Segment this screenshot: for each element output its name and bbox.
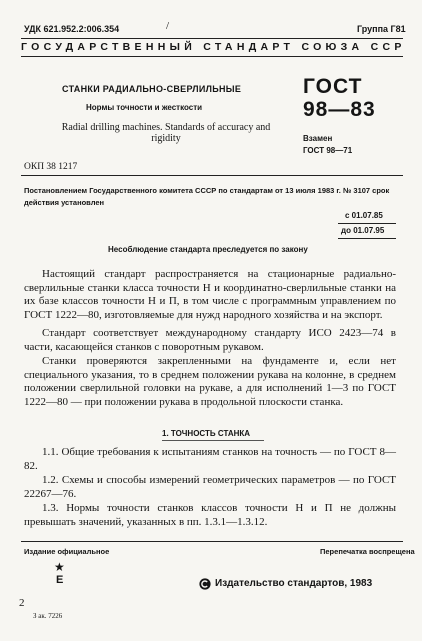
validity-rule-bottom — [338, 238, 396, 239]
official-edition-label: Издание официальное — [24, 547, 110, 556]
section-item: 1.3. Нормы точности станков классов точности Н и П не должны превышать значений, указанных в пп. 1.3.1—1.3.12. — [24, 502, 396, 528]
udk-code: УДК 621.952.2:006.354 — [24, 24, 120, 34]
intro-paragraph: Станки проверяются закрепленными на фундаменте и, если нет специального указания, то в среднем положении рукава на колонне, в среднем положении сверлильной головки на рукаве, а для исполнений 1—3 по ГОСТ 1222—80 — при положении рукава в продольной плоскости станка. — [24, 355, 396, 409]
document-title-en: Radial drilling machines. Standards of accuracy and rigidity — [61, 122, 271, 144]
reprint-prohibited-label: Перепечатка воспрещена — [320, 547, 415, 556]
okp-rule — [21, 175, 403, 176]
decree-text: Постановлением Государственного комитета СССР по стандартам от 13 июля 1983 г. № 3107 срок действия установлен — [24, 186, 390, 207]
gost-number: 98—83 — [303, 98, 376, 121]
header-rule-bottom — [21, 56, 403, 57]
validity-rule — [338, 223, 396, 224]
section-heading: 1. ТОЧНОСТЬ СТАНКА — [162, 429, 251, 438]
replaces-value: ГОСТ 98—71 — [303, 146, 353, 155]
section-heading-underline — [162, 440, 264, 441]
state-standard-banner: ГОСУДАРСТВЕННЫЙ СТАНДАРТ СОЮЗА ССР — [21, 41, 406, 53]
header-rule-top — [21, 38, 403, 39]
footer-mark: E — [56, 574, 64, 586]
okp-code: ОКП 38 1217 — [24, 162, 78, 172]
legal-warning: Несоблюдение стандарта преследуется по закону — [108, 245, 308, 254]
section-item: 1.2. Схемы и способы измерений геометрических параметров — по ГОСТ 22267—76. — [24, 474, 396, 500]
replaces-label: Взамен — [303, 134, 333, 143]
footer-rule — [21, 541, 403, 542]
intro-paragraph: Настоящий стандарт распространяется на стационарные радиально-сверлильные станки класса точности Н и координатно-сверлильные станки на их базе классов точности Н и П, в том числе с программным управлением по ГОСТ 1222—80, изготовляемые для нужд народного хозяйства и на экспорт. — [24, 268, 396, 322]
gost-label: ГОСТ — [303, 75, 363, 98]
validity-to: до 01.07.95 — [341, 226, 385, 235]
intro-paragraph: Стандарт соответствует международному стандарту ИСО 2423—74 в части, касающейся станков с поворотным рукавом. — [24, 327, 396, 353]
document-subtitle-ru: Нормы точности и жесткости — [86, 103, 203, 112]
star-icon: ★ — [54, 560, 65, 574]
document-title-ru: СТАНКИ РАДИАЛЬНО-СВЕРЛИЛЬНЫЕ — [62, 84, 242, 94]
validity-from: с 01.07.85 — [345, 211, 383, 220]
header-slash-mark: / — [166, 20, 170, 32]
order-number: З ак. 7226 — [33, 612, 63, 620]
group-code: Группа Г81 — [357, 24, 406, 34]
publisher-line: Издательство стандартов, 1983 — [215, 578, 373, 589]
section-item: 1.1. Общие требования к испытаниям станков на точность — по ГОСТ 8—82. — [24, 446, 396, 472]
copyright-icon — [199, 578, 211, 590]
page-number: 2 — [19, 597, 25, 609]
